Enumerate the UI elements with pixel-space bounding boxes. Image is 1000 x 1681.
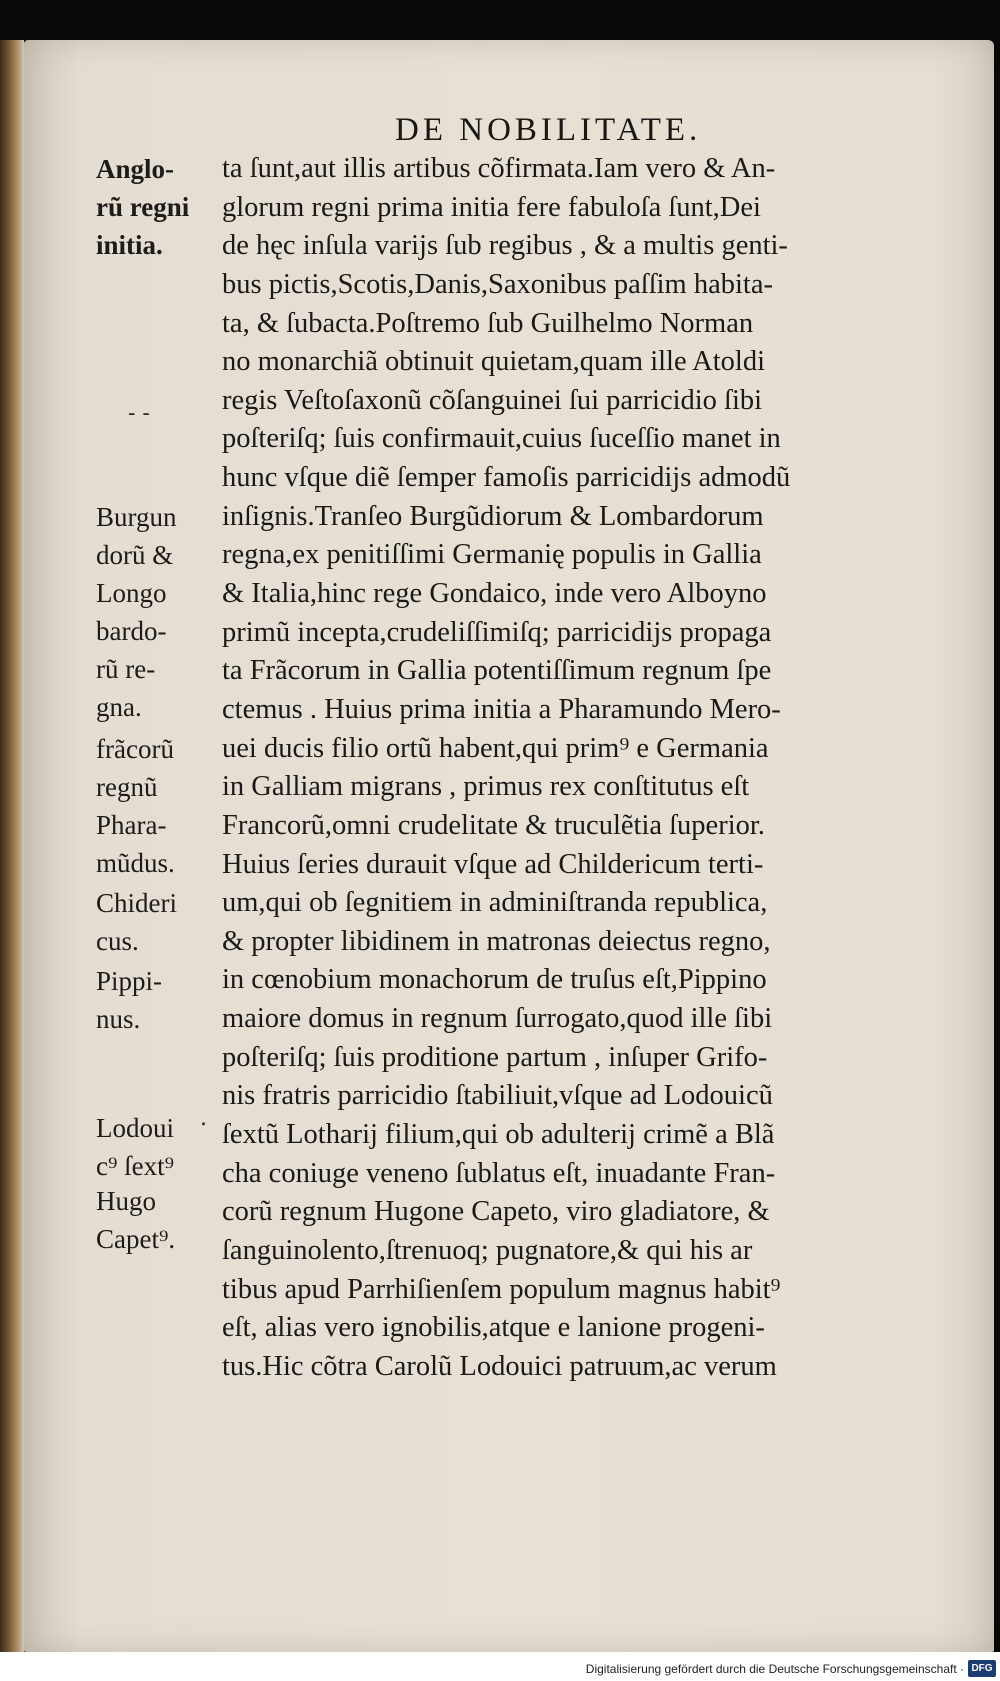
- running-head: DE NOBILITATE.: [395, 112, 702, 148]
- text-line: ta, & ſubacta.Poſtremo ſub Guilhelmo Norman: [222, 307, 754, 339]
- margin-note-line: regnũ: [96, 771, 158, 802]
- book-edge: [0, 40, 24, 1652]
- margin-note-line: Phara-: [96, 809, 167, 840]
- margin-note-line: Lodoui: [96, 1112, 174, 1143]
- text-line: bus pictis,Scotis,Danis,Saxonibus paſſim habita-: [222, 268, 773, 300]
- margin-dot-mark: .: [200, 1106, 207, 1131]
- main-text: [222, 150, 932, 1387]
- text-line: tibus apud Parrhiſienſem populum magnus habit⁹: [222, 1273, 781, 1305]
- margin-note-line: Capet⁹.: [96, 1223, 176, 1254]
- text-line: maiore domus in regnum ſurrogato,quod ille ſibi: [222, 1003, 773, 1035]
- margin-note-line: Burgun: [96, 501, 177, 532]
- text-line: hunc vſque diẽ ſemper famoſis parricidijs admodũ: [222, 462, 791, 494]
- text-line: ta ſunt,aut illis artibus cõfirmata.Iam vero & An-: [222, 153, 776, 184]
- margin-note-line: cus.: [96, 926, 139, 957]
- text-line: de hęc inſula varijs ſub regibus , & a multis genti-: [222, 230, 788, 262]
- margin-note-line: Anglo-: [96, 154, 175, 184]
- text-line: poſteriſq; ſuis proditione partum , inſuper Grifo-: [222, 1041, 768, 1073]
- text-line: Francorũ,omni crudelitate & truculẽtia ſuperior.: [222, 809, 765, 841]
- text-line: & propter libidinem in matronas deiectus regno,: [222, 925, 771, 957]
- text-line: glorum regni prima initia fere fabuloſa ſunt,Dei: [222, 191, 761, 223]
- margin-note-francorum: [96, 730, 222, 882]
- margin-note-line: gna.: [96, 691, 142, 722]
- margin-note-burgundiorum: [96, 498, 222, 726]
- margin-note-line: bardo-: [96, 615, 167, 646]
- text-line: eſt, alias vero ignobilis,atque e lanione progeni-: [222, 1312, 765, 1344]
- text-line: poſteriſq; ſuis confirmauit,cuius ſuceſſio manet in: [222, 423, 781, 455]
- margin-note-line: rũ re-: [96, 653, 156, 684]
- margin-note-line: mũdus.: [96, 847, 175, 878]
- text-line: uei ducis filio ortũ habent,qui prim⁹ e Germania: [222, 732, 769, 764]
- text-line: regis Veſtoſaxonũ cõſanguinei ſui parricidio ſibi: [222, 384, 763, 416]
- margin-note-line: Chideri: [96, 888, 177, 919]
- text-line: no monarchiã obtinuit quietam,quam ille Atoldi: [222, 346, 765, 378]
- margin-note-anglorum: [96, 150, 222, 264]
- text-line: in Galliam migrans , primus rex conſtitutus eſt: [222, 771, 750, 803]
- text-line: ta Frãcorum in Gallia potentiſſimum regnum ſpe: [222, 655, 772, 687]
- text-line: cha coniuge veneno ſublatus eſt, inuadante Fran-: [222, 1157, 776, 1189]
- text-line: regna,ex penitiſſimi Germanię populis in Gallia: [222, 539, 762, 571]
- text-line: ſextũ Lotharij filium,qui ob adulterij crimẽ a Blã: [222, 1119, 775, 1151]
- margin-note-line: Hugo: [96, 1185, 156, 1216]
- margin-note-line: dorũ &: [96, 539, 174, 570]
- margin-note-line: frãcorũ: [96, 733, 174, 764]
- text-line: corũ regnum Hugone Capeto, viro gladiatore, &: [222, 1196, 770, 1228]
- dfg-logo: DFG: [968, 1660, 996, 1677]
- margin-note-childericus: [96, 884, 222, 960]
- text-line: ctemus . Huius prima initia a Pharamundo Mero-: [222, 693, 781, 725]
- text-line: in cœnobium monachorum de truſus eſt,Pippino: [222, 964, 767, 996]
- text-line: primũ incepta,crudeliſſimiſq; parricidijs propaga: [222, 616, 772, 648]
- margin-note-line: c⁹ ſext⁹: [96, 1150, 175, 1181]
- margin-note-hugo: [96, 1182, 222, 1258]
- margin-dash-mark: - -: [128, 401, 150, 426]
- funding-credit: Digitalisierung gefördert durch die Deutsche Forschungsgemeinschaft ·: [585, 1662, 964, 1676]
- margin-note-line: nus.: [96, 1003, 141, 1034]
- text-line: ſanguinolento,ſtrenuoq; pugnatore,& qui his ar: [222, 1234, 753, 1266]
- margin-note-pippinus: [96, 962, 222, 1038]
- text-line: tus.Hic cõtra Carolũ Lodouici patruum,ac verum: [222, 1350, 777, 1382]
- margin-note-line: initia.: [96, 230, 163, 260]
- text-line: Huius ſeries durauit vſque ad Childericum terti-: [222, 848, 764, 880]
- text-line: um,qui ob ſegnitiem in adminiſtranda republica,: [222, 887, 768, 919]
- text-line: inſignis.Tranſeo Burgũdiorum & Lombardorum: [222, 500, 764, 532]
- margin-note-line: Longo: [96, 577, 167, 608]
- margin-note-line: Pippi-: [96, 965, 163, 996]
- text-line: nis fratris parricidio ſtabiliuit,vſque ad Lodouicũ: [222, 1080, 773, 1112]
- margin-note-line: rũ regni: [96, 192, 190, 222]
- text-line: & Italia,hinc rege Gondaico, inde vero Alboyno: [222, 578, 767, 610]
